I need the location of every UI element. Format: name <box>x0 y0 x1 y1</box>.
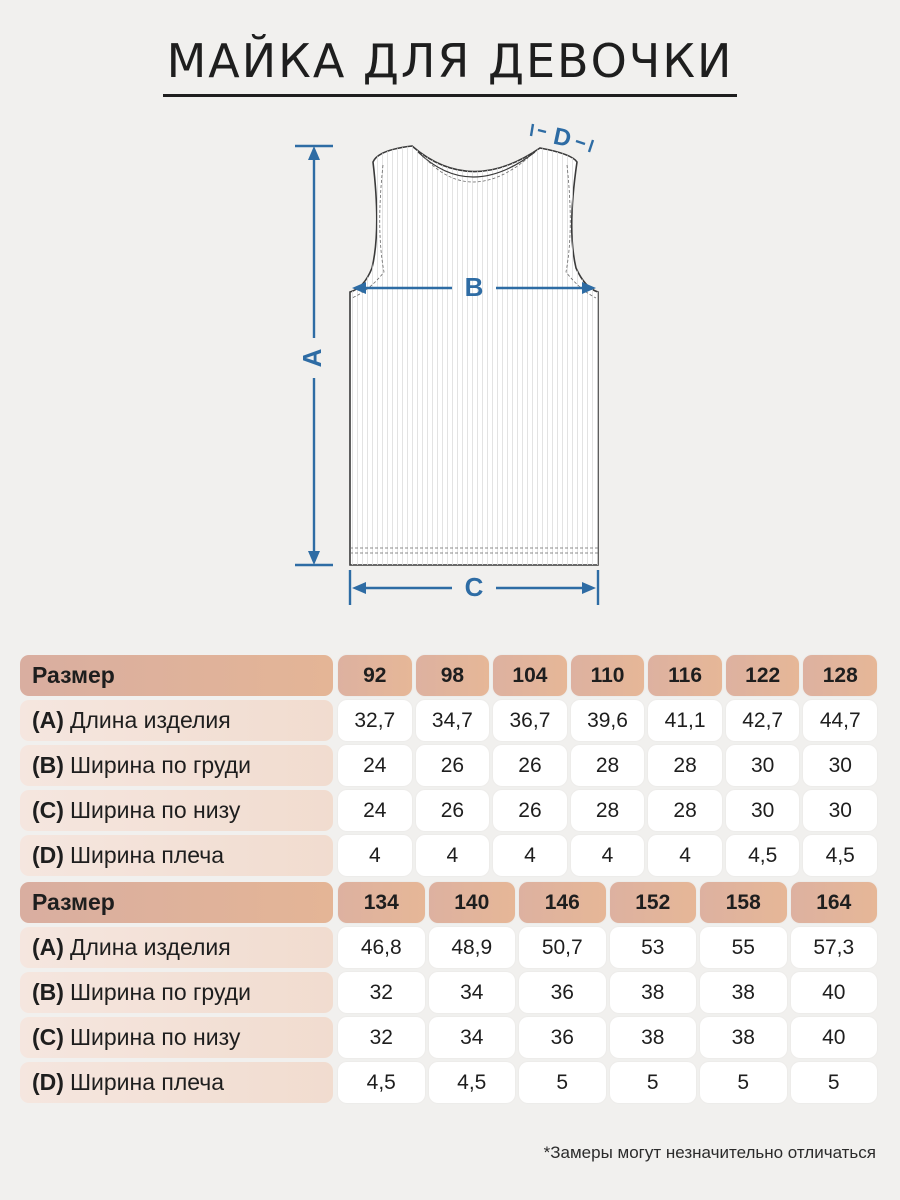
table-cell: 26 <box>493 790 567 831</box>
row-code: (A) <box>32 707 64 733</box>
label-c: C <box>464 571 484 602</box>
table-cell: 42,7 <box>726 700 800 741</box>
table-cell: 4 <box>416 835 490 876</box>
row-name: Ширина плеча <box>69 842 225 868</box>
table-cell: 53 <box>610 927 697 968</box>
table-row <box>20 745 877 786</box>
table-cell: 30 <box>803 790 877 831</box>
table-row <box>20 1017 877 1058</box>
row-code: (D) <box>32 842 64 868</box>
table-cell: 28 <box>571 790 645 831</box>
row-name: Ширина по низу <box>69 797 241 823</box>
table-header-row <box>20 655 877 696</box>
table-cell: 30 <box>726 745 800 786</box>
size-table-2 <box>20 882 877 1107</box>
size-header-cell: 110 <box>571 655 645 696</box>
table-cell: 38 <box>610 972 697 1013</box>
table-row <box>20 790 877 831</box>
table-cell: 40 <box>791 1017 878 1058</box>
table-cell: 4 <box>648 835 722 876</box>
size-header-cell: 152 <box>610 882 697 923</box>
size-header-cell: 158 <box>700 882 787 923</box>
row-code: (C) <box>32 797 64 823</box>
size-header-cell: 92 <box>338 655 412 696</box>
table-cell: 32,7 <box>338 700 412 741</box>
size-header-cell: 146 <box>519 882 606 923</box>
table-cell: 57,3 <box>791 927 878 968</box>
row-name: Ширина по груди <box>69 979 251 1005</box>
table-cell: 4 <box>493 835 567 876</box>
table-row <box>20 1062 877 1103</box>
size-header-cell: 98 <box>416 655 490 696</box>
table-row <box>20 927 877 968</box>
row-label <box>20 1062 333 1103</box>
table-cell: 24 <box>338 745 412 786</box>
table-cell: 38 <box>700 1017 787 1058</box>
table-cell: 4,5 <box>338 1062 425 1103</box>
table-row <box>20 700 877 741</box>
table-cell: 38 <box>700 972 787 1013</box>
row-code: (A) <box>32 934 64 960</box>
table-cell: 4,5 <box>429 1062 516 1103</box>
label-b: B <box>464 271 484 302</box>
measurement-note: *Замеры могут незначительно отличаться <box>543 1143 876 1162</box>
row-label <box>20 1017 333 1058</box>
label-d: D <box>550 122 574 153</box>
table-cell: 39,6 <box>571 700 645 741</box>
row-code: (C) <box>32 1024 64 1050</box>
table-header-row <box>20 882 877 923</box>
size-header-cell: 128 <box>803 655 877 696</box>
table-row <box>20 835 877 876</box>
table-cell: 36 <box>519 1017 606 1058</box>
size-table-1 <box>20 655 877 880</box>
table-cell: 26 <box>416 745 490 786</box>
table-cell: 5 <box>610 1062 697 1103</box>
table-cell: 32 <box>338 1017 425 1058</box>
table-row <box>20 972 877 1013</box>
row-name: Ширина плеча <box>69 1069 225 1095</box>
size-header-label: Размер <box>20 655 333 696</box>
table-cell: 36 <box>519 972 606 1013</box>
table-cell: 41,1 <box>648 700 722 741</box>
table-cell: 46,8 <box>338 927 425 968</box>
row-name: Длина изделия <box>69 707 231 733</box>
table-cell: 32 <box>338 972 425 1013</box>
row-label <box>20 972 333 1013</box>
label-a: A <box>296 348 327 368</box>
table-cell: 4,5 <box>803 835 877 876</box>
size-header-cell: 116 <box>648 655 722 696</box>
row-label <box>20 835 333 876</box>
table-cell: 5 <box>519 1062 606 1103</box>
row-name: Ширина по низу <box>69 1024 241 1050</box>
table-cell: 5 <box>700 1062 787 1103</box>
row-label <box>20 745 333 786</box>
table-cell: 26 <box>493 745 567 786</box>
row-name: Длина изделия <box>69 934 231 960</box>
table-cell: 28 <box>648 745 722 786</box>
tank-top-outline <box>350 146 598 565</box>
table-cell: 36,7 <box>493 700 567 741</box>
row-label <box>20 700 333 741</box>
size-header-cell: 140 <box>429 882 516 923</box>
row-code: (B) <box>32 752 64 778</box>
table-cell: 55 <box>700 927 787 968</box>
table-cell: 50,7 <box>519 927 606 968</box>
table-cell: 26 <box>416 790 490 831</box>
table-cell: 44,7 <box>803 700 877 741</box>
table-cell: 48,9 <box>429 927 516 968</box>
table-cell: 24 <box>338 790 412 831</box>
table-cell: 30 <box>803 745 877 786</box>
table-cell: 4 <box>571 835 645 876</box>
row-label <box>20 927 333 968</box>
table-cell: 34 <box>429 972 516 1013</box>
table-cell: 4 <box>338 835 412 876</box>
size-header-cell: 134 <box>338 882 425 923</box>
page-title: МАЙКА ДЛЯ ДЕВОЧКИ <box>0 34 900 97</box>
table-cell: 34,7 <box>416 700 490 741</box>
table-cell: 34 <box>429 1017 516 1058</box>
table-cell: 30 <box>726 790 800 831</box>
row-label <box>20 790 333 831</box>
table-cell: 5 <box>791 1062 878 1103</box>
size-header-cell: 122 <box>726 655 800 696</box>
size-header-cell: 104 <box>493 655 567 696</box>
table-cell: 40 <box>791 972 878 1013</box>
row-name: Ширина по груди <box>69 752 251 778</box>
size-header-cell: 164 <box>791 882 878 923</box>
row-code: (B) <box>32 979 64 1005</box>
size-header-label: Размер <box>20 882 333 923</box>
table-cell: 28 <box>648 790 722 831</box>
table-cell: 28 <box>571 745 645 786</box>
table-cell: 4,5 <box>726 835 800 876</box>
row-code: (D) <box>32 1069 64 1095</box>
table-cell: 38 <box>610 1017 697 1058</box>
